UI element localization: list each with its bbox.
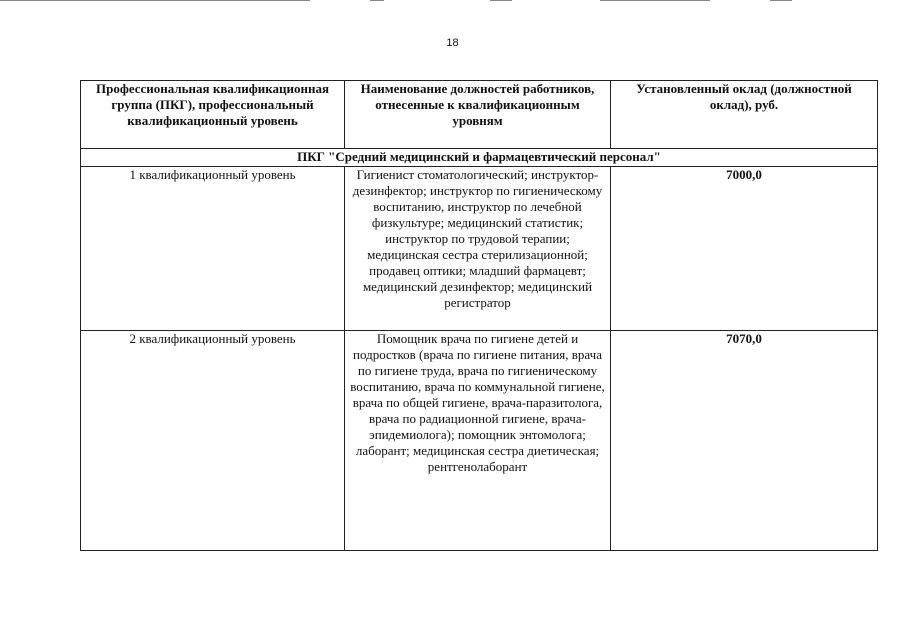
scan-edge-mark <box>490 0 512 1</box>
position-list: Помощник врача по гигиене детей и подростков (врача по гигиене питания, врача по гигиене труда, врача по гигиеническому воспитанию, врача по коммунальной гигиене, врача по общей гигиене, врача-паразитолога, врача по радиационной гигиене, врача-эпидемиолога); помощник энтомолога; лаборант; медицинская сестра диетическая; рентгенолаборант <box>345 331 611 551</box>
scan-edge-mark <box>370 0 384 1</box>
scan-edge-line <box>0 0 310 1</box>
scan-edge-line <box>600 0 710 1</box>
salary-table <box>80 80 878 551</box>
qualification-level: 2 квалификационный уровень <box>81 331 345 551</box>
group-title-row <box>81 149 878 167</box>
qualification-level: 1 квалификационный уровень <box>81 167 345 331</box>
table-row <box>81 167 878 331</box>
header-qualification-group: Профессиональная квалификационная группа (ПКГ), профессиональный квалификационный уровень <box>81 81 345 149</box>
header-salary: Установленный оклад (должностной оклад), руб. <box>611 81 878 149</box>
salary-value: 7070,0 <box>611 331 878 551</box>
group-title: ПКГ "Средний медицинский и фармацевтический персонал" <box>81 149 878 167</box>
scan-edge-mark <box>770 0 792 1</box>
table-row <box>81 331 878 551</box>
table-header-row <box>81 81 878 149</box>
position-list: Гигиенист стоматологический; инструктор-дезинфектор; инструктор по гигиеническому воспитанию, инструктор по лечебной физкультуре; медицинский статистик; инструктор по трудовой терапии; медицинская сестра стерилизационной; продавец оптики; младший фармацевт; медицинский дезинфектор; медицинский регистратор <box>345 167 611 331</box>
salary-value: 7000,0 <box>611 167 878 331</box>
page-number: 18 <box>446 37 459 49</box>
header-position-names: Наименование должностей работников, отнесенные к квалификационным уровням <box>345 81 611 149</box>
